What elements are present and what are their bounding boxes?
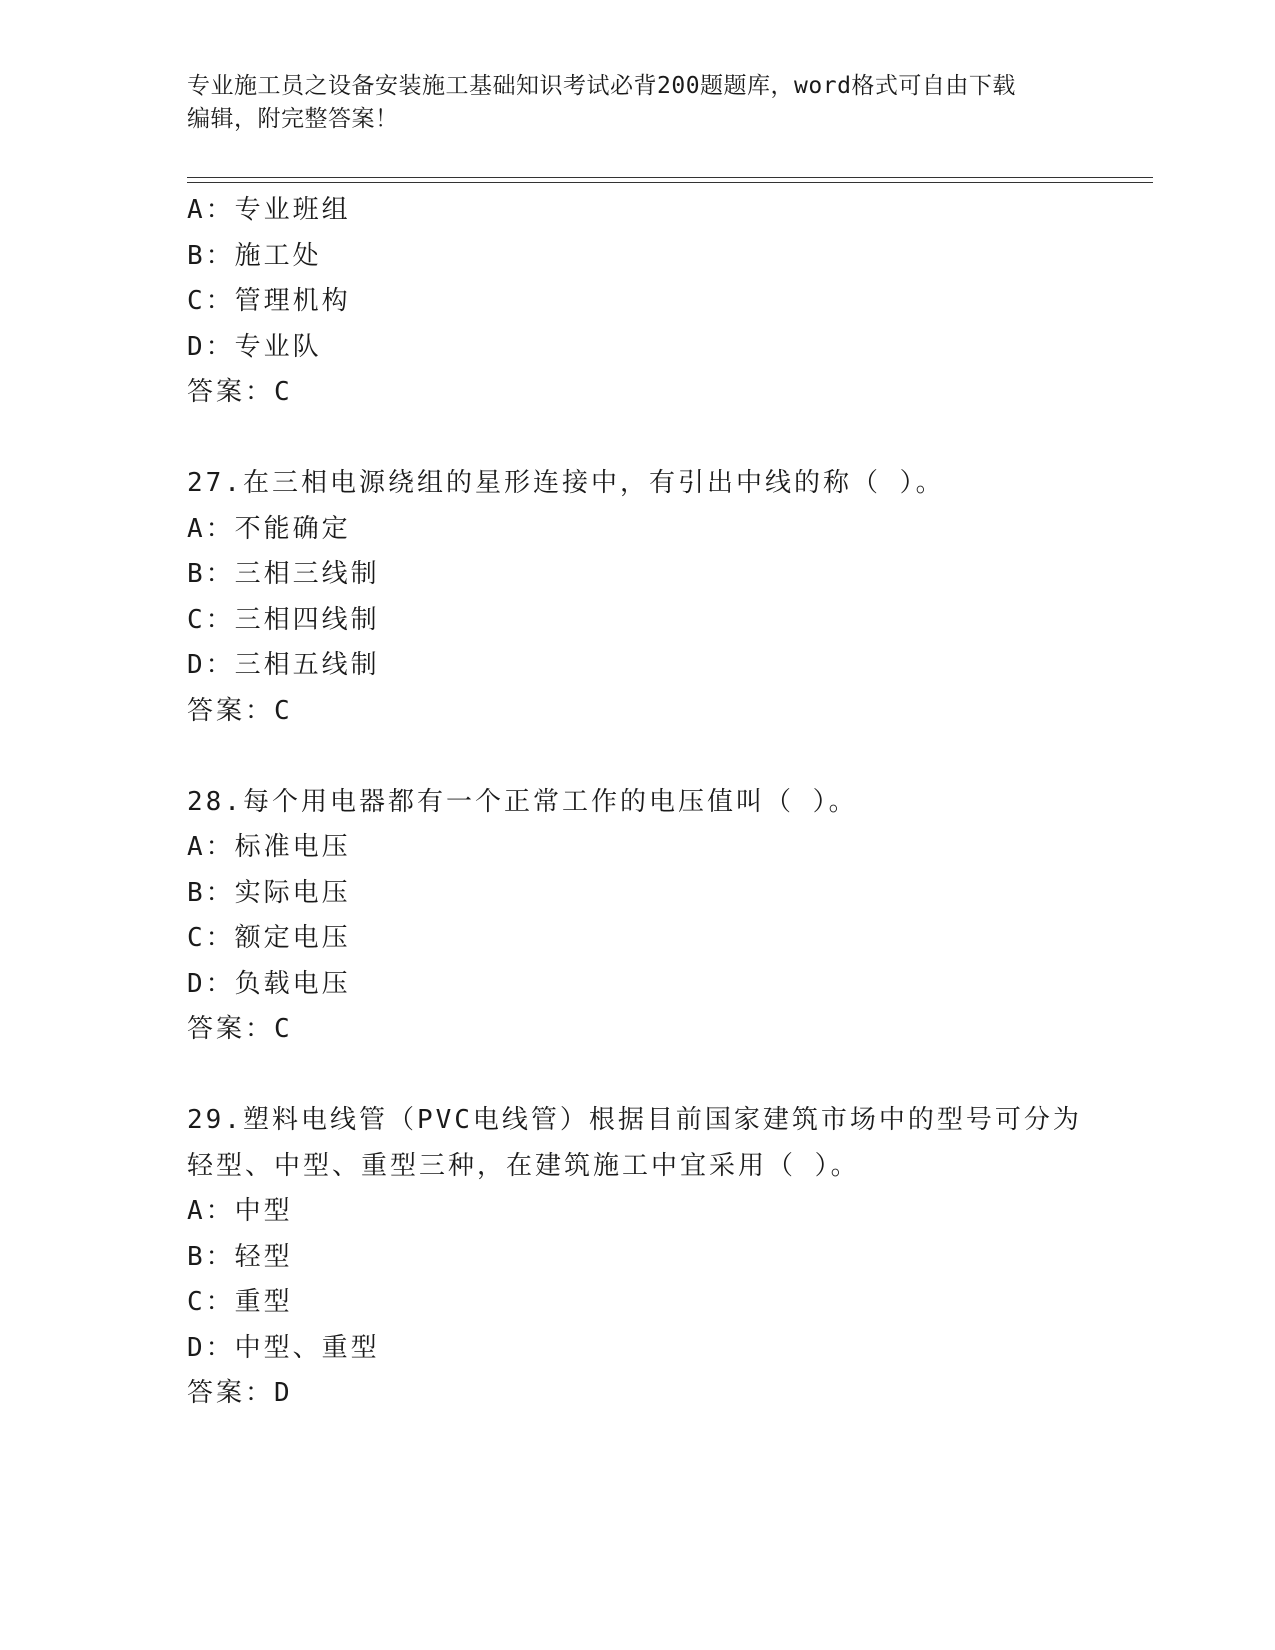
option-a: A：中型 — [187, 1196, 293, 1226]
question-28 — [187, 780, 1153, 1053]
option-a: A：标准电压 — [187, 832, 351, 862]
answer: 答案：C — [187, 1014, 293, 1044]
option-d: D：专业队 — [187, 331, 322, 362]
answer: 答案：C — [187, 377, 293, 407]
question-29 — [187, 1098, 1153, 1417]
option-d: D：中型、重型 — [187, 1332, 380, 1363]
option-a: A：专业班组 — [187, 195, 351, 225]
option-c: C：管理机构 — [187, 286, 351, 316]
header-rule-bottom — [187, 182, 1153, 183]
question-list — [187, 188, 1153, 1417]
document-header — [187, 70, 1067, 136]
answer: 答案：D — [187, 1378, 293, 1408]
question-text-line-1: 29.塑料电线管（PVC电线管）根据目前国家建筑市场中的型号可分为 — [187, 1105, 1082, 1135]
option-b: B：三相三线制 — [187, 559, 380, 589]
option-b: B：轻型 — [187, 1241, 293, 1272]
header-line-1: 专业施工员之设备安装施工基础知识考试必背200题题库，word格式可自由下载 — [187, 73, 1016, 99]
spacer — [187, 734, 1153, 780]
option-c: C：三相四线制 — [187, 604, 380, 635]
option-a: A：不能确定 — [187, 513, 351, 544]
question-text-line-2: 轻型、中型、重型三种，在建筑施工中宜采用（ ）。 — [187, 1150, 860, 1181]
spacer — [187, 1053, 1153, 1099]
question-27 — [187, 461, 1153, 734]
spacer — [187, 416, 1153, 462]
answer: 答案：C — [187, 695, 293, 726]
header-rule-top — [187, 177, 1153, 178]
option-c: C：额定电压 — [187, 923, 351, 953]
option-d: D：负载电压 — [187, 968, 351, 999]
question-26 — [187, 188, 1153, 416]
header-line-2: 编辑，附完整答案！ — [187, 106, 399, 132]
option-b: B：实际电压 — [187, 877, 351, 908]
option-d: D：三相五线制 — [187, 650, 380, 680]
option-b: B：施工处 — [187, 240, 322, 271]
question-text: 27.在三相电源绕组的星形连接中，有引出中线的称（ ）。 — [187, 468, 945, 498]
option-c: C：重型 — [187, 1287, 293, 1317]
question-text: 28.每个用电器都有一个正常工作的电压值叫（ ）。 — [187, 786, 858, 817]
